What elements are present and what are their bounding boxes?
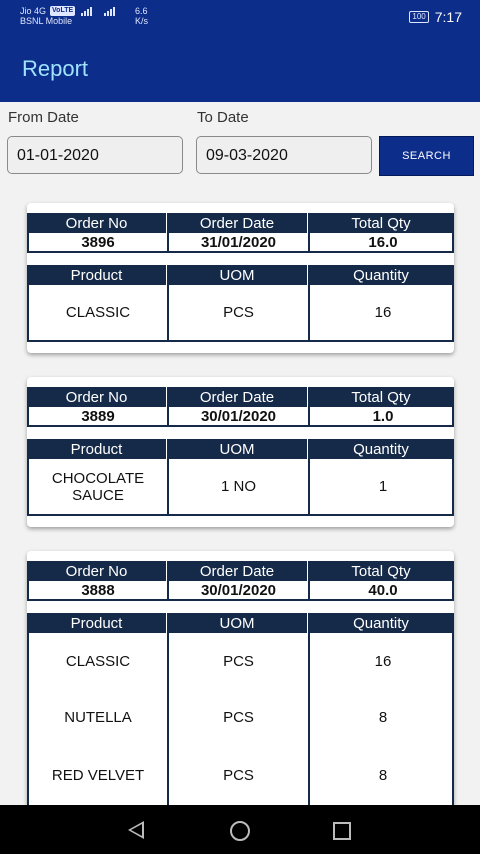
quantity-header: Quantity — [353, 266, 409, 284]
volte-badge: VoLTE — [52, 7, 74, 14]
quantity-header: Quantity — [353, 440, 409, 458]
product-header: Product — [27, 439, 167, 459]
order-summary-row — [27, 233, 454, 253]
product-name: RED VELVET — [29, 745, 169, 805]
product-quantity: 8 — [378, 708, 388, 726]
product-header: Product — [27, 265, 167, 285]
signal-icon — [104, 6, 115, 16]
product-name: NUTELLA — [29, 689, 169, 745]
carrier1-label: Jio 4G — [20, 6, 47, 16]
product-name: CLASSIC — [29, 633, 169, 689]
product-quantity: 8 — [378, 766, 388, 784]
uom-header: UOM — [167, 439, 308, 459]
order-no-value: 3888 — [29, 581, 169, 599]
product-uom: PCS — [169, 689, 310, 745]
total-qty-header: Total Qty — [351, 562, 411, 580]
carrier2-label: BSNL Mobile — [20, 16, 73, 26]
order-header-row — [27, 213, 454, 233]
from-date-field[interactable]: 01-01-2020 — [7, 136, 183, 174]
product-name: CLASSIC — [29, 285, 169, 340]
product-quantity: 16 — [374, 652, 392, 670]
product-name: CHOCOLATE SAUCE — [29, 459, 169, 514]
navigation-bar — [0, 805, 480, 854]
order-date-value: 30/01/2020 — [169, 581, 310, 599]
to-date-label: To Date — [197, 109, 249, 126]
battery-icon: 100 — [409, 11, 428, 23]
order-no-header: Order No — [27, 213, 167, 233]
product-header-row — [27, 613, 454, 633]
order-date-header: Order Date — [167, 561, 308, 581]
order-date-value: 30/01/2020 — [169, 407, 310, 425]
product-header: Product — [27, 613, 167, 633]
product-quantity: 1 — [378, 478, 388, 495]
product-row — [27, 633, 454, 689]
product-uom: PCS — [169, 745, 310, 805]
product-uom: PCS — [169, 633, 310, 689]
total-qty-header: Total Qty — [351, 214, 411, 232]
order-no-value: 3896 — [29, 233, 169, 251]
total-qty-value: 1.0 — [372, 407, 394, 425]
page-title: Report — [22, 56, 89, 81]
order-card[interactable] — [27, 551, 454, 805]
product-uom: PCS — [169, 285, 310, 340]
product-row — [27, 459, 454, 516]
order-no-header: Order No — [27, 387, 167, 407]
uom-header: UOM — [167, 613, 308, 633]
product-uom: 1 NO — [169, 459, 310, 514]
product-row — [27, 285, 454, 342]
carrier-info — [20, 6, 115, 26]
status-bar — [0, 0, 480, 34]
date-filter — [0, 102, 480, 188]
order-date-header: Order Date — [167, 213, 308, 233]
order-header-row — [27, 387, 454, 407]
total-qty-value: 40.0 — [368, 581, 398, 599]
order-card[interactable] — [27, 203, 454, 353]
order-summary-row — [27, 407, 454, 427]
network-speed: 6.6 K/s — [135, 6, 149, 26]
search-button[interactable]: SEARCH — [379, 136, 474, 176]
home-icon[interactable] — [230, 821, 250, 841]
to-date-field[interactable]: 09-03-2020 — [196, 136, 372, 174]
order-date-header: Order Date — [167, 387, 308, 407]
recent-apps-icon[interactable] — [333, 822, 351, 840]
signal-icon — [81, 6, 92, 16]
order-no-header: Order No — [27, 561, 167, 581]
back-icon[interactable] — [128, 821, 144, 839]
product-quantity: 16 — [374, 304, 392, 321]
from-date-label: From Date — [8, 109, 79, 126]
app-bar — [0, 34, 480, 102]
quantity-header: Quantity — [353, 614, 409, 632]
order-no-value: 3889 — [29, 407, 169, 425]
product-row — [27, 745, 454, 805]
product-row — [27, 689, 454, 745]
total-qty-header: Total Qty — [351, 388, 411, 406]
clock: 7:17 — [434, 9, 462, 25]
order-header-row — [27, 561, 454, 581]
product-header-row — [27, 265, 454, 285]
order-card[interactable] — [27, 377, 454, 527]
product-header-row — [27, 439, 454, 459]
uom-header: UOM — [167, 265, 308, 285]
order-date-value: 31/01/2020 — [169, 233, 310, 251]
order-summary-row — [27, 581, 454, 601]
total-qty-value: 16.0 — [368, 233, 398, 251]
